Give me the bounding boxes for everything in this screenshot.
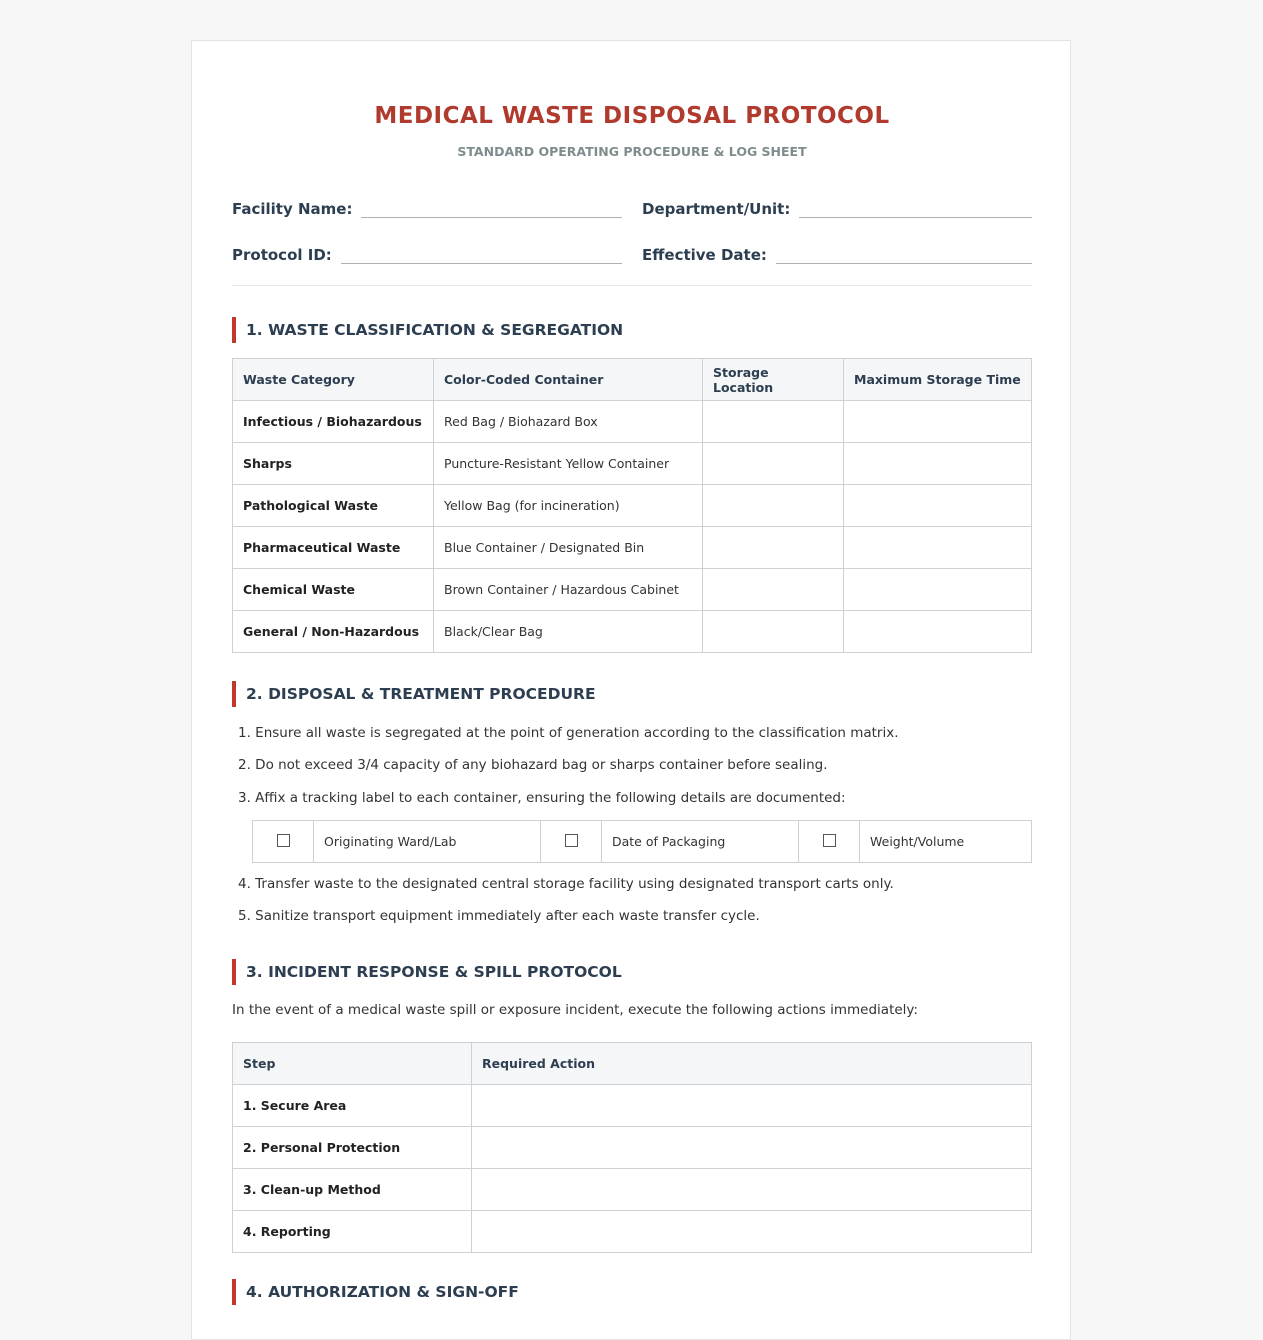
storage-location-cell[interactable] (703, 527, 844, 569)
list-item: 2. Do not exceed 3/4 capacity of any biohazard bag or sharps container before sealing. (238, 757, 828, 773)
checkbox-weight-volume[interactable] (823, 834, 836, 847)
section-3-heading: 3. INCIDENT RESPONSE & SPILL PROTOCOL (232, 959, 1026, 985)
checkbox-date-of-packaging[interactable] (565, 834, 578, 847)
facility-name-field (232, 199, 622, 218)
container-cell: Puncture-Resistant Yellow Container (434, 443, 703, 485)
column-header: Required Action (472, 1043, 1032, 1085)
max-storage-time-cell[interactable] (844, 485, 1032, 527)
column-header: Maximum Storage Time (844, 359, 1032, 401)
container-cell: Yellow Bag (for incineration) (434, 485, 703, 527)
table-row (233, 1127, 1032, 1169)
protocol-id-field (232, 245, 622, 264)
section-4-heading: 4. AUTHORIZATION & SIGN-OFF (232, 1279, 1026, 1305)
department-label: Department/Unit: (642, 200, 791, 218)
required-action-cell[interactable] (472, 1169, 1032, 1211)
max-storage-time-cell[interactable] (844, 569, 1032, 611)
department-field (642, 199, 1032, 218)
document-title: MEDICAL WASTE DISPOSAL PROTOCOL (374, 103, 890, 129)
container-cell: Blue Container / Designated Bin (434, 527, 703, 569)
checklist-checkbox-cell (799, 821, 860, 863)
table-header-row (233, 1043, 1032, 1085)
waste-category-cell: Pathological Waste (233, 485, 434, 527)
column-header: Color-Coded Container (434, 359, 703, 401)
document-subtitle: STANDARD OPERATING PROCEDURE & LOG SHEET (457, 144, 807, 159)
incident-response-table (232, 1042, 1032, 1253)
checklist-label: Originating Ward/Lab (314, 821, 541, 863)
column-header: Storage Location (703, 359, 844, 401)
step-cell: 4. Reporting (233, 1211, 472, 1253)
table-header-row (233, 359, 1032, 401)
facility-name-input-line[interactable] (361, 199, 622, 218)
storage-location-cell[interactable] (703, 485, 844, 527)
protocol-id-label: Protocol ID: (232, 246, 332, 264)
effective-date-label: Effective Date: (642, 246, 767, 264)
storage-location-cell[interactable] (703, 611, 844, 653)
table-row (233, 569, 1032, 611)
storage-location-cell[interactable] (703, 401, 844, 443)
tracking-label-checklist (252, 820, 1032, 863)
container-cell: Red Bag / Biohazard Box (434, 401, 703, 443)
waste-category-cell: Pharmaceutical Waste (233, 527, 434, 569)
waste-category-cell: Sharps (233, 443, 434, 485)
incident-intro-text: In the event of a medical waste spill or exposure incident, execute the following actions immediately: (232, 1002, 918, 1018)
effective-date-input-line[interactable] (776, 245, 1032, 264)
table-row (233, 401, 1032, 443)
department-input-line[interactable] (799, 199, 1032, 218)
column-header: Step (233, 1043, 472, 1085)
table-row (233, 485, 1032, 527)
table-row (233, 527, 1032, 569)
max-storage-time-cell[interactable] (844, 527, 1032, 569)
effective-date-field (642, 245, 1032, 264)
required-action-cell[interactable] (472, 1211, 1032, 1253)
list-item: 4. Transfer waste to the designated central storage facility using designated transport carts only. (238, 876, 894, 892)
table-row (233, 1211, 1032, 1253)
checklist-checkbox-cell (541, 821, 602, 863)
document-page (191, 40, 1071, 1340)
list-item: 3. Affix a tracking label to each container, ensuring the following details are documented: (238, 790, 846, 806)
protocol-id-input-line[interactable] (341, 245, 622, 264)
table-row (233, 1169, 1032, 1211)
list-item: 5. Sanitize transport equipment immediately after each waste transfer cycle. (238, 908, 760, 924)
container-cell: Brown Container / Hazardous Cabinet (434, 569, 703, 611)
step-cell: 3. Clean-up Method (233, 1169, 472, 1211)
storage-location-cell[interactable] (703, 569, 844, 611)
table-row (233, 611, 1032, 653)
container-cell: Black/Clear Bag (434, 611, 703, 653)
step-cell: 1. Secure Area (233, 1085, 472, 1127)
required-action-cell[interactable] (472, 1085, 1032, 1127)
max-storage-time-cell[interactable] (844, 443, 1032, 485)
required-action-cell[interactable] (472, 1127, 1032, 1169)
list-item: 1. Ensure all waste is segregated at the point of generation according to the classification matrix. (238, 725, 899, 741)
section-1-heading: 1. WASTE CLASSIFICATION & SEGREGATION (232, 317, 1026, 343)
header-divider (232, 285, 1032, 286)
checkbox-originating-ward[interactable] (277, 834, 290, 847)
checklist-label: Weight/Volume (860, 821, 1032, 863)
step-cell: 2. Personal Protection (233, 1127, 472, 1169)
table-row (233, 443, 1032, 485)
table-row (233, 1085, 1032, 1127)
max-storage-time-cell[interactable] (844, 611, 1032, 653)
column-header: Waste Category (233, 359, 434, 401)
checklist-row (253, 821, 1032, 863)
checklist-label: Date of Packaging (602, 821, 799, 863)
waste-classification-table (232, 358, 1032, 653)
waste-category-cell: Chemical Waste (233, 569, 434, 611)
facility-name-label: Facility Name: (232, 200, 353, 218)
max-storage-time-cell[interactable] (844, 401, 1032, 443)
waste-category-cell: General / Non-Hazardous (233, 611, 434, 653)
waste-category-cell: Infectious / Biohazardous (233, 401, 434, 443)
storage-location-cell[interactable] (703, 443, 844, 485)
section-2-heading: 2. DISPOSAL & TREATMENT PROCEDURE (232, 681, 1026, 707)
checklist-checkbox-cell (253, 821, 314, 863)
